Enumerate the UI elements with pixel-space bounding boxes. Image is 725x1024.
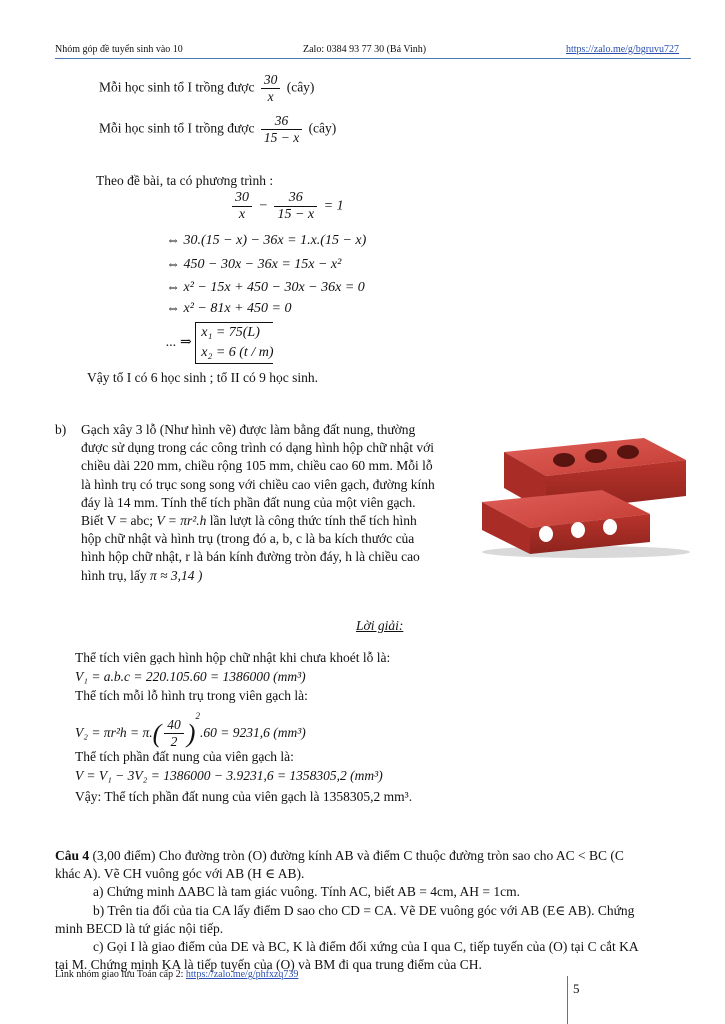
header-left: Nhóm góp đề tuyển sinh vào 10 [55, 44, 183, 55]
line1-unit: (cây) [286, 79, 315, 95]
problem-line-a: hình trụ, lấy [81, 567, 147, 583]
solution-v1: V₁ = a.b.c = 220.105.60 = 1386000 (mm³) [75, 669, 306, 684]
v2-exponent: 2 [195, 711, 200, 721]
problem-line [81, 512, 469, 530]
eq0-a-numerator: 30 [232, 190, 252, 207]
equation-intro: Theo đề bài, ta có phương trình : [96, 173, 274, 188]
eq0-a-denominator: x [238, 207, 246, 222]
q4-title: Câu 4 [55, 848, 90, 863]
line2-text: Mỗi học sinh tổ I trồng được [99, 120, 255, 136]
hole-2 [585, 449, 607, 463]
cylinder-formula: V = πr².h [156, 513, 207, 529]
line2-denominator: 15 − x [263, 130, 300, 145]
equation-3: ⇔ x² − 15x + 450 − 30x − 36x = 0 [166, 280, 365, 295]
eq5-prefix: ... ⇒ [166, 335, 192, 350]
eq0-b-numerator: 36 [274, 190, 317, 207]
q4-intro-b: khác A). Vẽ CH vuông góc với AB (H ∈ AB). [55, 866, 305, 882]
page-number-rule [567, 976, 568, 1024]
header-rule [55, 58, 691, 59]
problem-line: đáy là 14 mm. Tính thể tích phần đất nung của một viên gạch. [81, 494, 416, 510]
question-4 [55, 847, 695, 974]
problem-line: hình hộp chữ nhật, r là bán kính đường tròn đáy, h là chiều cao [81, 549, 420, 565]
q4-part-a: a) Chứng minh ΔABC là tam giác vuông. Tính AC, biết AB = 4cm, AH = 1cm. [93, 884, 520, 900]
pi-approx: π ≈ 3,14 ) [150, 567, 203, 583]
solution-title: Lời giải: [356, 618, 404, 633]
eq5-row2: x₂ = 6 (t / m) [201, 345, 274, 360]
line2-numerator: 36 [261, 113, 302, 130]
problem-line-b: lần lượt là công thức tính thể tích hình [209, 513, 417, 529]
equation-4: ⇔ x² − 81x + 450 = 0 [166, 301, 292, 316]
front-hole-3 [603, 519, 617, 535]
solution-conclusion: Vậy: Thể tích phần đất nung của viên gạch là 1358305,2 mm³. [75, 789, 413, 804]
part-a-line2 [99, 113, 336, 146]
line1-denominator: x [267, 89, 274, 104]
problem-line-a: Biết V = abc; [81, 513, 153, 529]
solution-step-3: Thể tích phần đất nung của viên gạch là: [75, 749, 294, 764]
v2-formula: V₂ = πr²h = π. [75, 725, 153, 740]
problem-line: Gạch xây 3 lỗ (Như hình vẽ) được làm bằng đất nung, thường [81, 422, 416, 437]
problem-line [81, 567, 469, 585]
header-center: Zalo: 0384 93 77 30 (Bá Vinh) [303, 44, 427, 55]
problem-line: là hình trụ có trục song song với chiều cao viên gạch, đường kính [81, 476, 435, 492]
v2-result: .60 = 9231,6 (mm³) [199, 725, 306, 740]
page-number: 5 [573, 981, 580, 996]
eq0-rhs: = 1 [323, 198, 344, 214]
line1-text: Mỗi học sinh tổ I trồng được [99, 79, 255, 95]
part-b-problem [81, 421, 469, 585]
part-a-conclusion: Vậy tổ I có 6 học sinh ; tổ II có 9 học sinh. [87, 370, 318, 385]
v2-denominator: 2 [170, 734, 178, 750]
problem-line: được sử dụng trong các công trình có dạng hình hộp chữ nhật với [81, 440, 435, 456]
problem-line: chiều dài 220 mm, chiều rộng 105 mm, chiều cao 60 mm. Mỗi lỗ [81, 458, 433, 474]
q4-part-b-1: b) Trên tia đối của tia CA lấy điểm D sao cho CD = CA. Vẽ DE vuông góc với AB (E∈ AB). Chứng [93, 902, 635, 918]
solution-step-1: Thể tích viên gạch hình hộp chữ nhật khi chưa khoét lỗ là: [75, 650, 391, 665]
part-a-line1 [99, 72, 314, 105]
eq5-row1: x₁ = 75(L) [201, 325, 260, 340]
footer-link[interactable]: https://zalo.me/g/phfxzq739 [185, 969, 299, 980]
header-link[interactable]: https://zalo.me/g/bgruvu727 [566, 44, 680, 55]
q4-intro [55, 847, 695, 865]
eq0-b-denominator: 15 − x [277, 207, 315, 222]
equation-5 [166, 322, 273, 364]
q4-part-b-2: minh BECD là tứ giác nội tiếp. [55, 920, 224, 936]
equation-0: $\frac{30}{x}$ − $\frac{36}{15 - x}$ = 1 [229, 190, 344, 223]
front-hole-1 [539, 526, 553, 542]
solution-step-2: Thể tích mỗi lỗ hình trụ trong viên gạch là: [75, 688, 308, 703]
problem-line: hộp chữ nhật và hình trụ (trong đó a, b, c là ba kích thước của [81, 531, 415, 547]
hole-1 [553, 453, 575, 467]
brick-image [474, 430, 694, 558]
q4-part-c-1: c) Gọi I là giao điểm của DE và BC, K là điểm đối xứng của I qua C, tiếp tuyến của (O) tại C cắt KA [93, 939, 639, 955]
q4-points: (3,00 điểm) [92, 848, 156, 863]
equation-1: ⇔ 30.(15 − x) − 36x = 1.x.(15 − x) [166, 233, 367, 248]
footer [55, 969, 298, 980]
part-b-label: b) [55, 422, 67, 437]
hole-3 [617, 445, 639, 459]
equation-2: ⇔ 450 − 30x − 36x = 15x − x² [166, 257, 342, 272]
solution-v: V = V₁ − 3V₂ = 1386000 − 3.9231,6 = 1358305,2 (mm³) [75, 768, 383, 783]
v2-numerator: 40 [164, 717, 184, 734]
front-hole-2 [571, 522, 585, 538]
q4-part-c-2: tại M. Chứng minh KA là tiếp tuyến của (O) và BM đi qua trung điểm của CH. [55, 957, 482, 973]
footer-text: Link nhóm giao lưu Toán cấp 2: [55, 969, 184, 980]
line2-unit: (cây) [308, 120, 337, 136]
q4-intro-a: Cho đường tròn (O) đường kính AB và điểm C thuộc đường tròn sao cho AC < BC (C [158, 848, 624, 863]
solution-v2: V₂ = πr²h = π.( $\frac{40}{2}$ )$^2$.60 = 9231,6 (mm³) [75, 711, 306, 750]
line1-numerator: 30 [261, 72, 281, 89]
